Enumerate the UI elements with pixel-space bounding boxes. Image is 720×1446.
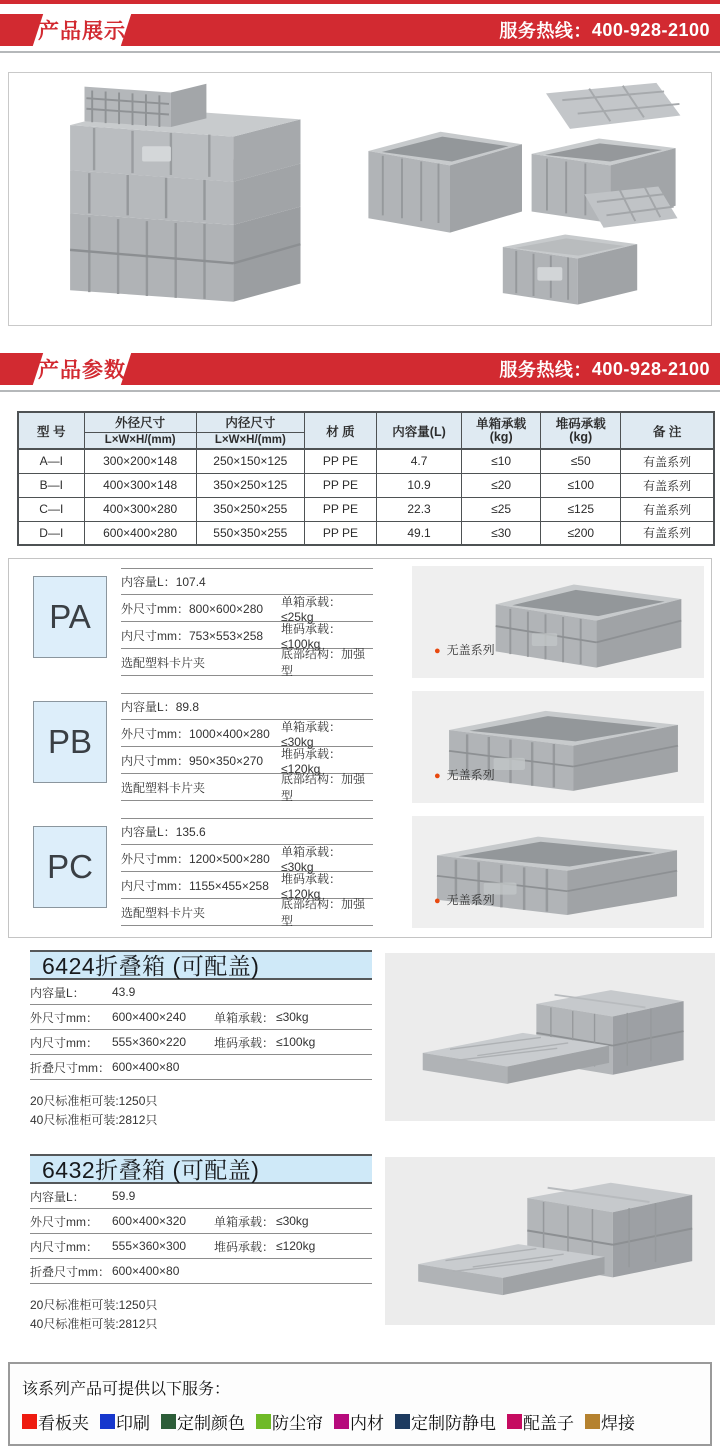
service-item: 印刷 (100, 1409, 150, 1434)
services-list (22, 1409, 698, 1434)
services-heading: 该系列产品可提供以下服务： (22, 1381, 231, 1398)
col-header-inner: 内径尺寸 (196, 412, 304, 432)
services-box (8, 1362, 712, 1446)
series-photo-panel (412, 566, 704, 678)
series-spec-table: 内容量L：135.6 外尺寸mm：1200×500×280 单箱承载：≤30kg 内尺寸mm：1155×455×258 堆码承载：≤120kg 选配塑料卡片夹 底部结构：加强型 (121, 818, 373, 926)
color-swatch-icon (507, 1414, 522, 1429)
color-swatch-icon (100, 1414, 115, 1429)
color-swatch-icon (22, 1414, 37, 1429)
col-header-material: 材 质 (304, 412, 376, 449)
series-spec-table: 内容量L：89.8 外尺寸mm：1000×400×280 单箱承载：≤30kg 内尺寸mm：950×350×270 堆码承载：≤120kg 选配塑料卡片夹 底部结构：加强型 (121, 693, 373, 801)
folding-crate-photo (395, 962, 705, 1112)
open-lid-crates-photo (347, 79, 697, 319)
section-header-display (0, 14, 720, 46)
service-item: 配盖子 (507, 1409, 574, 1434)
series-tag: ● 无盖系列 (434, 893, 495, 907)
color-swatch-icon (334, 1414, 349, 1429)
service-item: 防尘帘 (256, 1409, 323, 1434)
series-row-pa (9, 566, 711, 678)
series-row-pc (9, 816, 711, 928)
col-header-capacity: 内容量(L) (376, 412, 461, 449)
folding-title: 6432折叠箱 (可配盖) (30, 1154, 372, 1184)
series-code-badge: PA (33, 576, 107, 658)
series-photo-panel (412, 691, 704, 803)
series-tag: ● 无盖系列 (434, 643, 495, 657)
color-swatch-icon (395, 1414, 410, 1429)
service-item: 内材 (334, 1409, 384, 1434)
color-swatch-icon (585, 1414, 600, 1429)
container-capacity-notes: 20尺标准柜可装:1250只 40尺标准柜可装:2812只 (30, 1094, 158, 1127)
bullet-icon: ● (434, 770, 441, 782)
series-spec-table: 内容量L：107.4 外尺寸mm：800×600×280 单箱承载：≤25kg 内尺寸mm：753×553×258 堆码承载：≤100kg 选配塑料卡片夹 底部结构：加强型 (121, 568, 373, 676)
service-hotline: 服务热线： 400-928-2100 (499, 19, 710, 41)
color-swatch-icon (256, 1414, 271, 1429)
section-badge (33, 353, 131, 385)
col-header-model: 型 号 (18, 412, 84, 449)
service-item: 看板夹 (22, 1409, 89, 1434)
series-photo-panel (412, 816, 704, 928)
series-row-pb (9, 691, 711, 803)
series-tag: ● 无盖系列 (434, 768, 495, 782)
service-item: 焊接 (585, 1409, 635, 1434)
service-item: 定制颜色 (161, 1409, 245, 1434)
service-item: 定制防静电 (395, 1409, 496, 1434)
col-header-outer: 外径尺寸 (84, 412, 196, 432)
divider-line (0, 390, 720, 392)
col-header-remark: 备 注 (621, 412, 714, 449)
table-row: C—I 400×300×280 350×250×255 PP PE 22.3 ≤25 ≤125 有盖系列 (18, 497, 714, 521)
bullet-icon: ● (434, 895, 441, 907)
col-subheader-dims: L×W×H/(mm) (196, 432, 304, 449)
divider-line (0, 51, 720, 53)
folding-photo-panel (385, 1157, 715, 1325)
col-subheader-dims: L×W×H/(mm) (84, 432, 196, 449)
table-row: D—I 600×400×280 550×350×255 PP PE 49.1 ≤30 ≤200 有盖系列 (18, 521, 714, 545)
spec-table (17, 411, 715, 546)
section-header-params (0, 353, 720, 385)
series-code-badge: PB (33, 701, 107, 783)
col-header-single-load: 单箱承载 (kg) (462, 412, 541, 449)
folding-photo-panel (385, 953, 715, 1121)
folding-section-6432: 6432折叠箱 (可配盖) 内容量L： 59.9 外尺寸mm： 600×400×320 单箱承载： ≤30kg 内尺寸mm： 555×360×300 堆码承载： ≤120kg 折叠尺寸mm： 600×400×80 20尺标准柜可装:1250只 40尺标准柜可装:2812只 (0, 1154, 720, 1332)
service-hotline: 服务热线： 400-928-2100 (499, 358, 710, 380)
color-swatch-icon (161, 1414, 176, 1429)
series-code-badge: PC (33, 826, 107, 908)
section-title: 产品参数 (38, 359, 126, 382)
table-row: B—I 400×300×148 350×250×125 PP PE 10.9 ≤20 ≤100 有盖系列 (18, 473, 714, 497)
table-row: A—I 300×200×148 250×150×125 PP PE 4.7 ≤10 ≤50 有盖系列 (18, 449, 714, 473)
folding-section-6424: 6424折叠箱 (可配盖) 内容量L： 43.9 外尺寸mm： 600×400×240 单箱承载： ≤30kg 内尺寸mm： 555×360×220 堆码承载： ≤100kg 折叠尺寸mm： 600×400×80 20尺标准柜可装:1250只 40尺标准柜可装:2812只 (0, 950, 720, 1128)
series-container (8, 558, 712, 938)
product-gallery (8, 72, 712, 326)
col-header-stack-load: 堆码承载 (kg) (541, 412, 621, 449)
folding-title: 6424折叠箱 (可配盖) (30, 950, 372, 980)
container-capacity-notes: 20尺标准柜可装:1250只 40尺标准柜可装:2812只 (30, 1298, 158, 1331)
section-badge (33, 14, 131, 46)
bullet-icon: ● (434, 645, 441, 657)
top-accent-line (0, 0, 720, 4)
open-crate-photo (481, 570, 696, 674)
section-title: 产品展示 (38, 20, 126, 43)
folding-crate-photo (395, 1166, 705, 1316)
stacked-crates-photo (23, 79, 338, 319)
